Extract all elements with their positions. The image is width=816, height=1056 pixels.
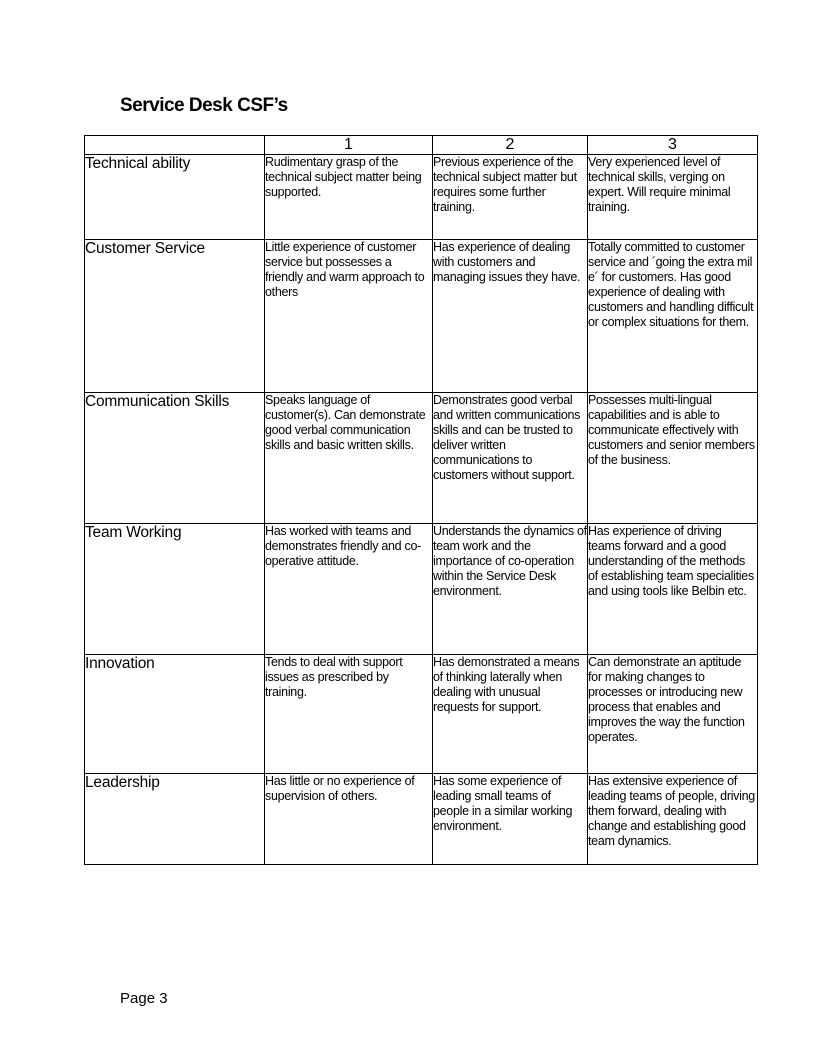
table-row-innovation (85, 655, 758, 774)
table-row-team-working (85, 524, 758, 655)
category-cell: Communication Skills (85, 393, 265, 524)
table-row-leadership (85, 774, 758, 865)
page-number: Page 3 (120, 990, 168, 1007)
level-3-cell: Possesses multi-lingual capabilities and is able to communicate effectively with customers and senior members of the business. (588, 393, 758, 524)
header-cell-blank (85, 136, 265, 155)
level-2-cell: Previous experience of the technical subject matter but requires some further training. (433, 155, 588, 240)
header-cell-level-3: 3 (588, 136, 758, 155)
level-3-cell: Very experienced level of technical skills, verging on expert. Will require minimal training. (588, 155, 758, 240)
header-cell-level-1: 1 (265, 136, 433, 155)
category-cell: Technical ability (85, 155, 265, 240)
level-3-cell: Totally committed to customer service and ´going the extra mil e´ for customers. Has good experience of dealing with customers and handling difficult or complex situations for them. (588, 240, 758, 393)
header-cell-level-2: 2 (433, 136, 588, 155)
category-cell: Innovation (85, 655, 265, 774)
level-3-cell: Has experience of driving teams forward and a good understanding of the methods of establishing team specialities and using tools like Belbin etc. (588, 524, 758, 655)
level-3-cell: Has extensive experience of leading teams of people, driving them forward, dealing with change and establishing good team dynamics. (588, 774, 758, 865)
level-1-cell: Has worked with teams and demonstrates friendly and co-operative attitude. (265, 524, 433, 655)
level-3-cell: Can demonstrate an aptitude for making changes to processes or introducing new process that enables and improves the way the function operates. (588, 655, 758, 774)
level-2-cell: Has some experience of leading small teams of people in a similar working environment. (433, 774, 588, 865)
level-1-cell: Little experience of customer service but possesses a friendly and warm approach to others (265, 240, 433, 393)
level-1-cell: Has little or no experience of supervision of others. (265, 774, 433, 865)
category-cell: Customer Service (85, 240, 265, 393)
level-1-cell: Rudimentary grasp of the technical subject matter being supported. (265, 155, 433, 240)
table-row-communication-skills (85, 393, 758, 524)
level-1-cell: Tends to deal with support issues as prescribed by training. (265, 655, 433, 774)
table-row-technical-ability (85, 155, 758, 240)
category-cell: Leadership (85, 774, 265, 865)
table-row-customer-service (85, 240, 758, 393)
header-row (85, 136, 758, 155)
level-1-cell: Speaks language of customer(s). Can demonstrate good verbal communication skills and basic written skills. (265, 393, 433, 524)
csf-table (84, 135, 758, 865)
level-2-cell: Has demonstrated a means of thinking laterally when dealing with unusual requests for support. (433, 655, 588, 774)
level-2-cell: Demonstrates good verbal and written communications skills and can be trusted to deliver written communications to customers without support. (433, 393, 588, 524)
level-2-cell: Has experience of dealing with customers and managing issues they have. (433, 240, 588, 393)
document-title: Service Desk CSF’s (120, 95, 288, 116)
level-2-cell: Understands the dynamics of team work and the importance of co-operation within the Service Desk environment. (433, 524, 588, 655)
category-cell: Team Working (85, 524, 265, 655)
